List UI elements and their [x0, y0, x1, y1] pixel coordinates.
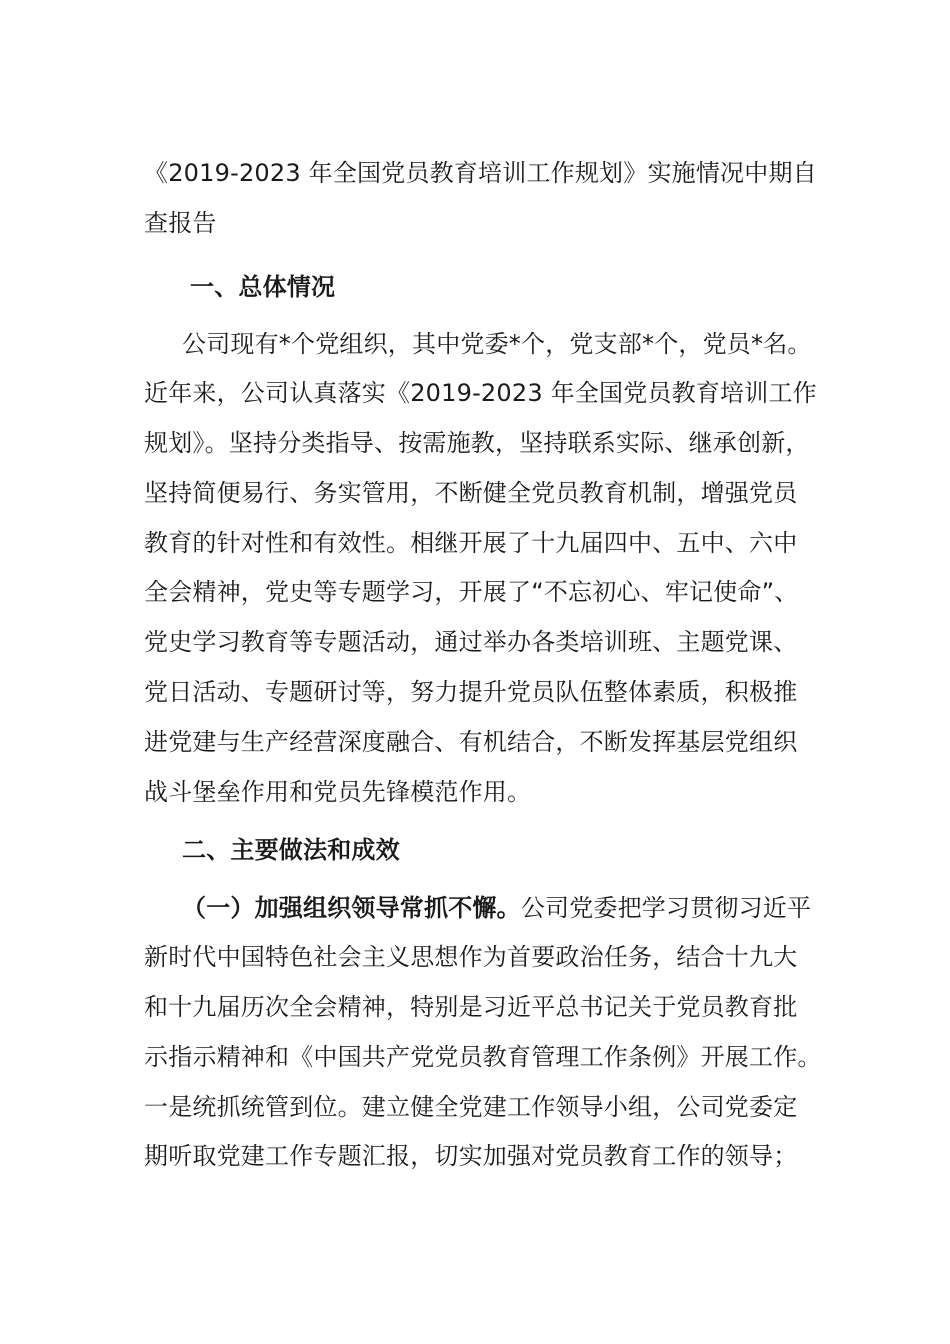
- section-heading-practices: 二、主要做法和成效: [182, 836, 400, 864]
- document-title-line-2: 查报告: [144, 209, 217, 237]
- body-line: 示指示精神和《中国共产党党员教育管理工作条例》开展工作。: [144, 1043, 822, 1071]
- body-line: 一是统抓统管到位。建立健全党建工作领导小组，公司党委定: [144, 1093, 798, 1121]
- body-line: 规划》。坚持分类指导、按需施教，坚持联系实际、继承创新，: [144, 429, 810, 457]
- body-line: 期听取党建工作专题汇报，切实加强对党员教育工作的领导；: [144, 1142, 798, 1170]
- body-line: 近年来，公司认真落实《2019-2023 年全国党员教育培训工作: [144, 379, 817, 407]
- subsection-lead-text: 公司党委把学习贯彻习近平: [520, 894, 812, 922]
- subsection-heading: （一）加强组织领导常抓不懈。: [182, 894, 521, 922]
- body-line: 党日活动、专题研讨等，努力提升党员队伍整体素质，积极推: [144, 678, 798, 706]
- body-line: 教育的针对性和有效性。相继开展了十九届四中、五中、六中: [144, 529, 798, 557]
- body-line: 党史学习教育等专题活动，通过举办各类培训班、主题党课、: [144, 628, 798, 656]
- body-line: 新时代中国特色社会主义思想作为首要政治任务，结合十九大: [144, 943, 798, 971]
- body-line: 公司现有*个党组织，其中党委*个，党支部*个，党员*名。: [182, 330, 812, 358]
- body-line: 坚持简便易行、务实管用，不断健全党员教育机制，增强党员: [144, 479, 798, 507]
- body-line: 和十九届历次全会精神，特别是习近平总书记关于党员教育批: [144, 993, 798, 1021]
- body-line: 进党建与生产经营深度融合、有机结合，不断发挥基层党组织: [144, 728, 798, 756]
- section-heading-overview: 一、总体情况: [190, 273, 336, 301]
- document-title-line-1: 《2019-2023 年全国党员教育培训工作规划》实施情况中期自: [144, 159, 817, 187]
- subsection-first-line: [182, 893, 811, 923]
- body-line: 全会精神，党史等专题学习，开展了“不忘初心、牢记使命”、: [144, 578, 799, 606]
- body-line: 战斗堡垒作用和党员先锋模范作用。: [144, 778, 532, 806]
